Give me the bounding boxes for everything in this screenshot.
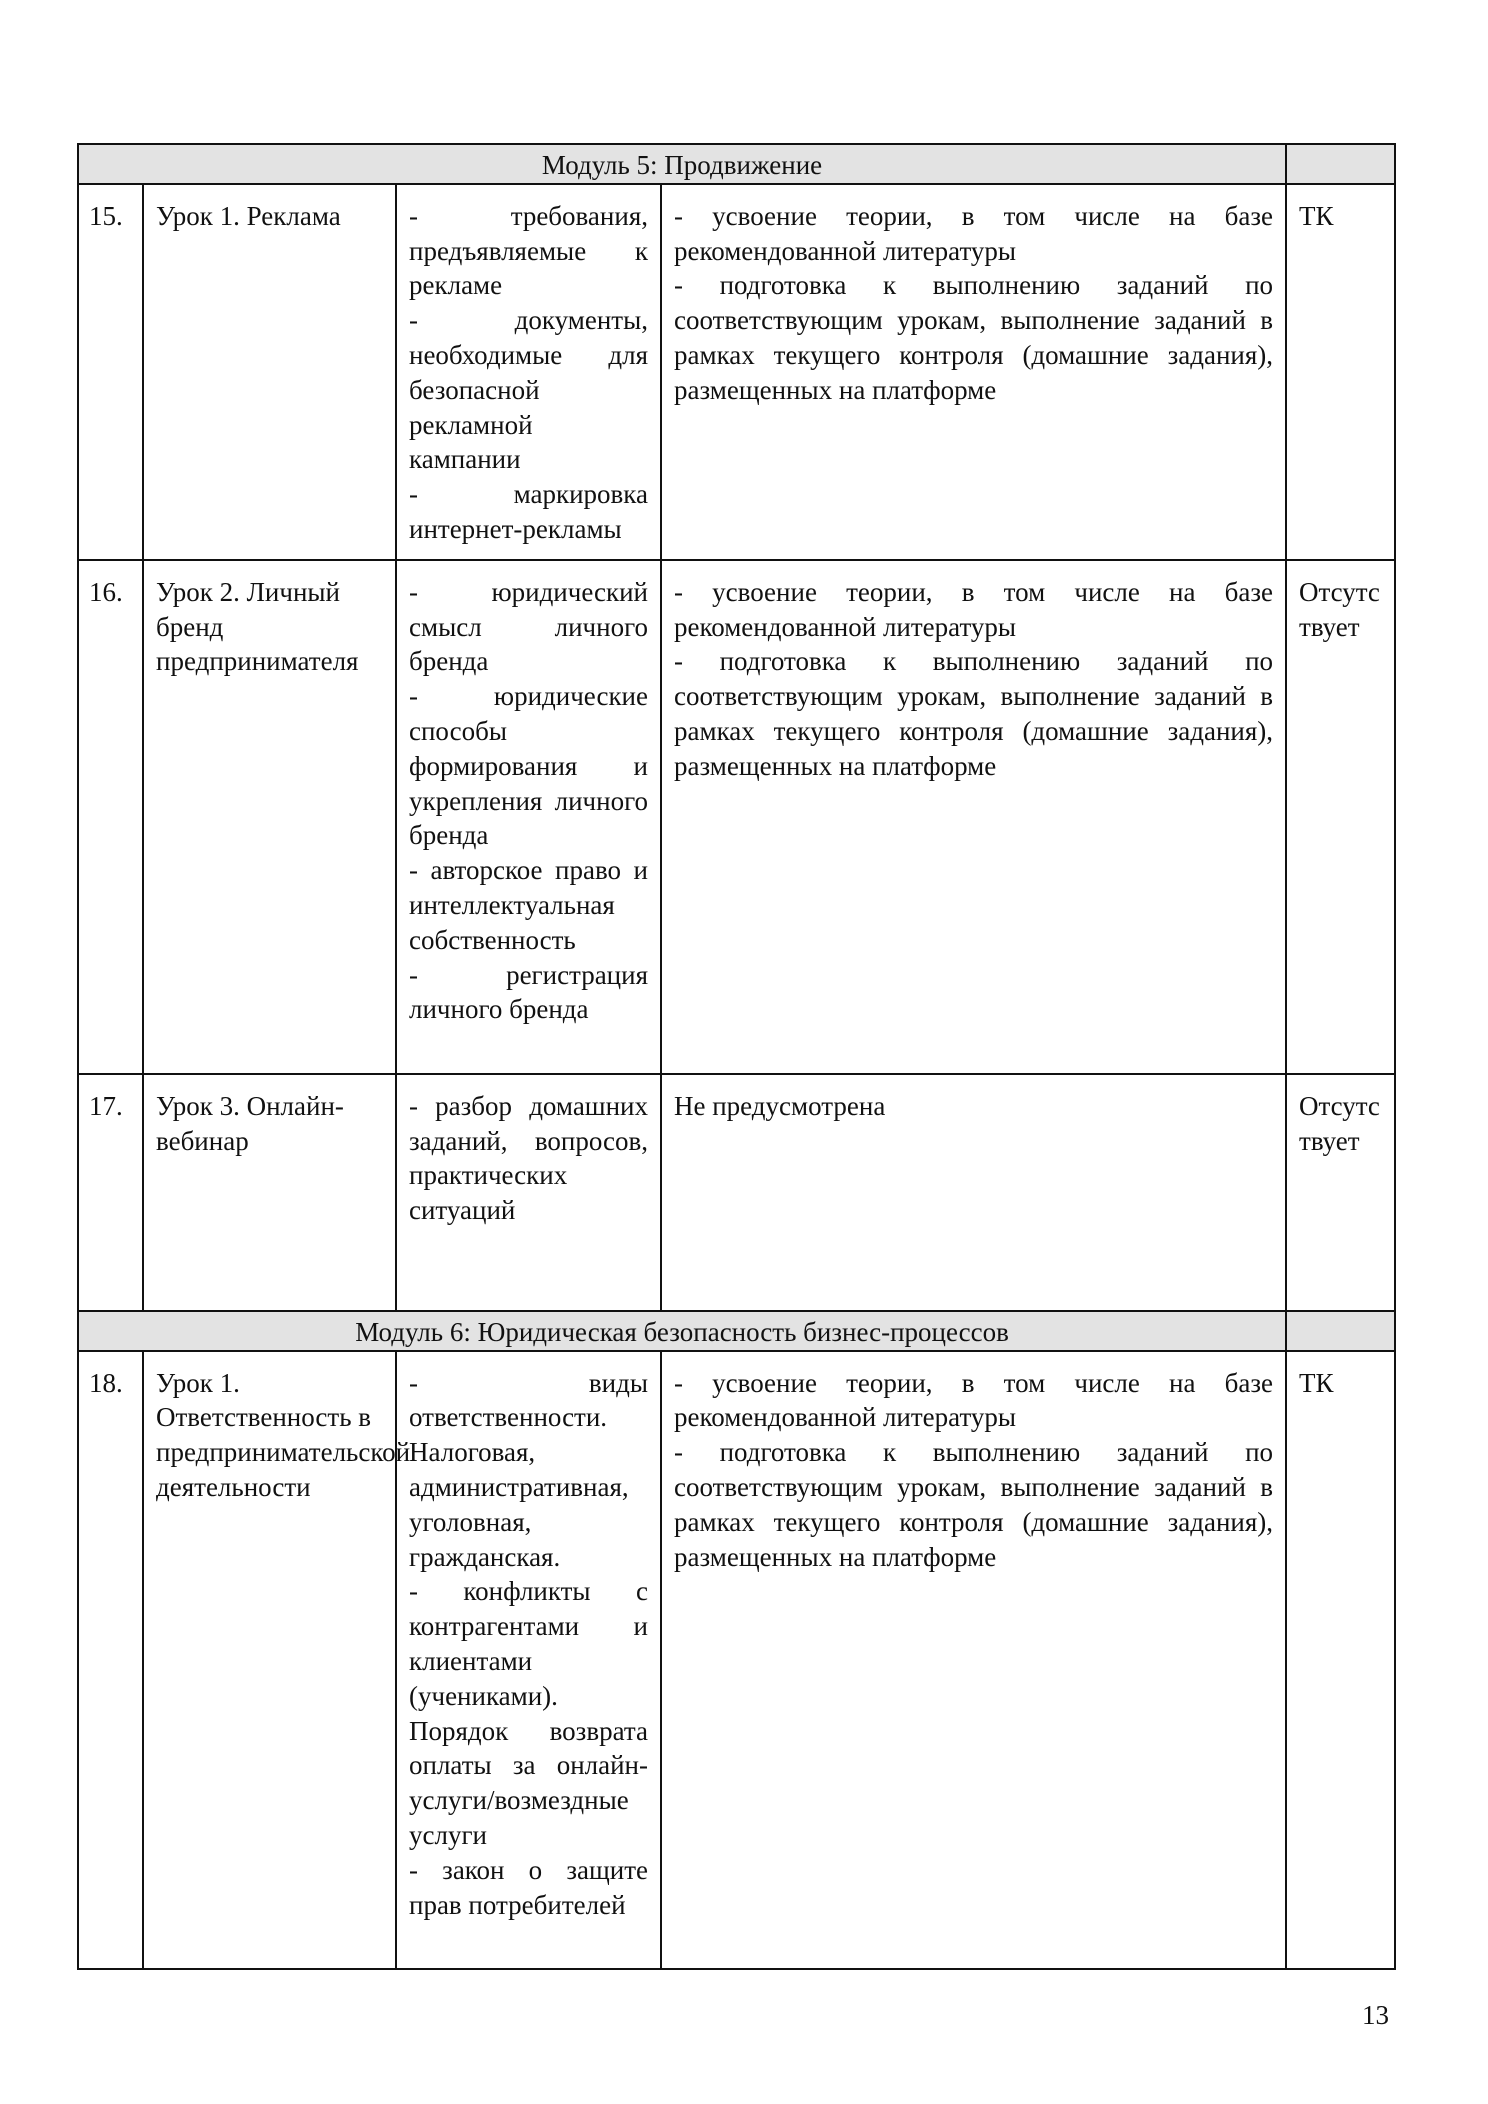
lesson-topics-item: - требования, предъявляемые к рекламе — [409, 200, 648, 301]
row-number: 17. — [78, 1074, 143, 1311]
control-form: ТК — [1286, 1351, 1395, 1969]
lesson-title: Урок 3. Онлайн-вебинар — [143, 1074, 396, 1311]
independent-work — [661, 1351, 1286, 1969]
lesson-topics — [396, 184, 661, 560]
module-empty-cell — [1286, 1311, 1395, 1351]
table-row — [78, 560, 1395, 1074]
table-row — [78, 184, 1395, 560]
lesson-topics-item: - юридические способы формирования и укрепления личного бренда — [409, 681, 648, 851]
lesson-topics — [396, 560, 661, 1074]
lesson-topics-item: - закон о защите прав потребителей — [409, 1854, 648, 1920]
module-empty-cell — [1286, 144, 1395, 184]
lesson-topics-item: - авторское право и интеллектуальная собственность — [409, 855, 648, 955]
independent-work-item: - подготовка к выполнению заданий по соответствующим урокам, выполнение заданий в рамках текущего контроля (домашние задания), размещенных на платформе — [674, 270, 1274, 405]
lesson-topics — [396, 1074, 661, 1311]
module-title: Модуль 5: Продвижение — [78, 144, 1286, 184]
lesson-topics-item: - виды ответственности. Налоговая, административная, уголовная, гражданская. — [409, 1367, 648, 1572]
module-header-row — [78, 144, 1395, 184]
independent-work-item: - усвоение теории, в том числе на базе рекомендованной литературы — [674, 1367, 1274, 1433]
lesson-topics — [396, 1351, 661, 1969]
lesson-topics-item: - юридический смысл личного бренда — [409, 576, 648, 677]
lesson-title: Урок 1. Ответственность в предпринимательской деятельности — [143, 1351, 396, 1969]
control-form: Отсутствует — [1286, 1074, 1395, 1311]
row-number: 18. — [78, 1351, 143, 1969]
curriculum-table — [77, 143, 1396, 1970]
module-header-row — [78, 1311, 1395, 1351]
control-form: ТК — [1286, 184, 1395, 560]
independent-work-item: - усвоение теории, в том числе на базе рекомендованной литературы — [674, 200, 1274, 266]
row-number: 16. — [78, 560, 143, 1074]
lesson-title: Урок 2. Личный бренд предпринимателя — [143, 560, 396, 1074]
module-title: Модуль 6: Юридическая безопасность бизнес-процессов — [78, 1311, 1286, 1351]
row-number: 15. — [78, 184, 143, 560]
independent-work-item: - подготовка к выполнению заданий по соответствующим урокам, выполнение заданий в рамках текущего контроля (домашние задания), размещенных на платформе — [674, 1437, 1274, 1572]
independent-work-item: Не предусмотрена — [674, 1090, 886, 1121]
table-row — [78, 1351, 1395, 1969]
lesson-topics-item: - маркировка интернет-рекламы — [409, 479, 648, 544]
table-row — [78, 1074, 1395, 1311]
lesson-title: Урок 1. Реклама — [143, 184, 396, 560]
independent-work-item: - усвоение теории, в том числе на базе рекомендованной литературы — [674, 576, 1274, 642]
independent-work — [661, 560, 1286, 1074]
independent-work — [661, 184, 1286, 560]
lesson-topics-item: - разбор домашних заданий, вопросов, практических ситуаций — [409, 1090, 648, 1226]
lesson-topics-item: - документы, необходимые для безопасной рекламной кампании — [409, 305, 648, 475]
lesson-topics-item: - конфликты с контрагентами и клиентами (учениками). Порядок возврата оплаты за онлайн-услуги/возмездные услуги — [409, 1576, 648, 1850]
page-number: 13 — [1362, 2000, 1389, 2030]
control-form: Отсутствует — [1286, 560, 1395, 1074]
independent-work-item: - подготовка к выполнению заданий по соответствующим урокам, выполнение заданий в рамках текущего контроля (домашние задания), размещенных на платформе — [674, 646, 1274, 781]
independent-work — [661, 1074, 1286, 1311]
lesson-topics-item: - регистрация личного бренда — [409, 959, 648, 1025]
